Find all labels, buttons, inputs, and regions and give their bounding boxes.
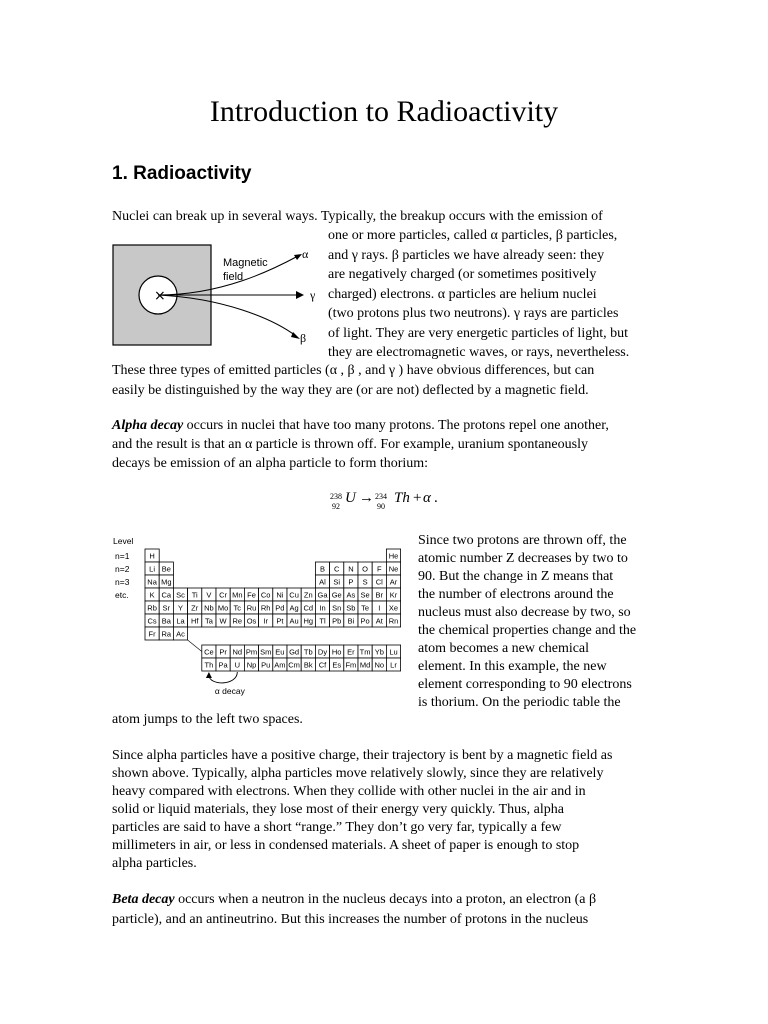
element-symbol: Gd <box>289 647 300 657</box>
beta-label: β <box>300 331 307 345</box>
element-symbol: Te <box>361 603 370 613</box>
uranium-atomic-number: 92 <box>332 502 340 511</box>
element-symbol: Ce <box>204 647 214 657</box>
alpha-symbol: α <box>423 490 431 506</box>
decay-equation <box>330 488 490 516</box>
element-symbol: Fm <box>345 660 357 670</box>
element-symbol: Pd <box>275 603 285 613</box>
element-symbol: Cm <box>288 660 300 670</box>
text-line: the chemical properties change and the <box>418 623 637 638</box>
element-symbol: Ti <box>191 590 198 600</box>
element-symbol: Ta <box>204 616 213 626</box>
text-line: These three types of emitted particles (α , β , and γ ) have obvious differences, but can <box>112 363 595 378</box>
text-line: is thorium. On the periodic table the <box>418 695 621 710</box>
element-symbol: Bi <box>347 616 355 626</box>
element-symbol: H <box>149 551 155 561</box>
element-symbol: Pt <box>276 616 284 626</box>
element-symbol: Nb <box>204 603 214 613</box>
magnetic-label: Magnetic <box>223 257 268 269</box>
text-line: Nuclei can break up in several ways. Typically, the breakup occurs with the emission of <box>112 209 603 224</box>
element-symbol: Md <box>359 660 371 670</box>
element-symbol: Rn <box>388 616 399 626</box>
element-symbol: Eu <box>275 647 285 657</box>
element-symbol: Ar <box>389 577 398 587</box>
text-line: alpha particles. <box>112 856 197 871</box>
element-symbol: Pr <box>219 647 227 657</box>
element-symbol: Dy <box>317 647 328 657</box>
element-symbol: O <box>362 564 369 574</box>
element-symbol: V <box>206 590 212 600</box>
element-symbol: Br <box>375 590 384 600</box>
element-symbol: Kr <box>389 590 398 600</box>
element-symbol: Ba <box>161 616 171 626</box>
element-symbol: As <box>346 590 356 600</box>
element-symbol: Be <box>161 564 171 574</box>
text-line: are negatively charged (or sometimes positively <box>328 267 597 282</box>
text-segment: occurs when a neutron in the nucleus decays into a proton, an electron (a β <box>174 892 597 907</box>
element-symbol: Se <box>360 590 370 600</box>
element-symbol: Hf <box>190 616 199 626</box>
element-symbol: Bk <box>303 660 313 670</box>
element-symbol: K <box>149 590 155 600</box>
text-line: heavy compared with electrons. When they collide with other nuclei in the air and in <box>112 784 586 799</box>
element-symbol: Es <box>332 660 342 670</box>
section-heading: 1. Radioactivity <box>112 163 252 184</box>
level-label: Level <box>113 536 134 546</box>
element-symbol: Mg <box>161 577 172 587</box>
element-symbol: Ra <box>161 629 172 639</box>
element-symbol: Nd <box>232 647 243 657</box>
text-line: element corresponding to 90 electrons <box>418 677 632 692</box>
element-symbol: Li <box>149 564 156 574</box>
element-symbol: Cd <box>303 603 314 613</box>
element-symbol: Hg <box>303 616 314 626</box>
element-symbol: Ir <box>263 616 268 626</box>
text-line: and the result is that an α particle is thrown off. For example, uranium spontaneously <box>112 437 588 452</box>
element-symbol: Pb <box>332 616 342 626</box>
element-symbol: Sc <box>176 590 185 600</box>
text-line: solid or liquid materials, they lose most of their energy very quickly. Thus, alpha <box>112 802 564 817</box>
level-2: n=2 <box>115 564 130 574</box>
element-symbol: At <box>375 616 383 626</box>
element-symbol: Tl <box>319 616 326 626</box>
text-line: atomic number Z decreases by two to <box>418 551 628 566</box>
element-symbol: Cl <box>375 577 383 587</box>
element-symbol: He <box>388 551 399 561</box>
text-line: atom jumps to the left two spaces. <box>112 712 303 727</box>
gamma-label: γ <box>310 288 316 302</box>
element-symbol: Am <box>274 660 286 670</box>
thorium-atomic-number: 90 <box>377 502 385 511</box>
beta-decay-line <box>112 890 596 909</box>
element-symbol: Ne <box>388 564 399 574</box>
alpha-decay-arrowhead <box>206 672 212 678</box>
uranium-symbol: U <box>345 490 356 506</box>
document-title: Introduction to Radioactivity <box>209 95 559 128</box>
element-symbol: Mo <box>217 603 229 613</box>
element-symbol: Ge <box>331 590 342 600</box>
element-symbol: P <box>348 577 354 587</box>
beta-decay-term: Beta decay <box>112 892 175 907</box>
text-line: decays be emission of an alpha particle to form thorium: <box>112 456 429 471</box>
text-line: the number of electrons around the <box>418 587 614 602</box>
element-symbol: Al <box>319 577 326 587</box>
gamma-arrowhead <box>296 291 304 299</box>
element-symbol: Yb <box>374 647 384 657</box>
element-symbol: Co <box>260 590 271 600</box>
text-line: particle), and an antineutrino. But this increases the number of protons in the nucleus <box>112 912 589 927</box>
element-symbol: In <box>319 603 326 613</box>
element-symbol: Sb <box>346 603 356 613</box>
element-symbol: Ga <box>317 590 328 600</box>
element-symbol: Cu <box>289 590 299 600</box>
text-line: Since two protons are thrown off, the <box>418 533 627 548</box>
element-symbol: B <box>319 564 326 574</box>
text-line: easily be distinguished by the way they are (or are not) deflected by a magnetic field. <box>112 383 589 398</box>
field-label: field <box>223 271 244 283</box>
element-symbol: N <box>348 564 354 574</box>
element-symbol: Re <box>232 616 243 626</box>
element-symbol: S <box>362 577 368 587</box>
element-symbol: Sn <box>332 603 342 613</box>
element-symbol: Th <box>204 660 214 670</box>
periodic-table-figure <box>112 530 412 710</box>
element-symbol: Ag <box>289 603 299 613</box>
element-symbol: U <box>234 660 241 670</box>
element-symbol: Cr <box>219 590 228 600</box>
element-symbol: Er <box>347 647 355 657</box>
element-symbol: Mn <box>232 590 243 600</box>
text-line: they are electromagnetic waves, or rays, nevertheless. <box>328 345 630 360</box>
element-symbol: Lr <box>390 660 397 670</box>
element-symbol: W <box>219 616 227 626</box>
element-symbol: No <box>374 660 385 670</box>
alpha-label: α <box>302 247 309 261</box>
element-symbol: Ni <box>276 590 284 600</box>
alpha-decay-label: α decay <box>214 686 245 696</box>
alpha-arrowhead <box>294 254 302 260</box>
thorium-symbol: Th <box>394 490 410 506</box>
element-symbol: Rh <box>260 603 271 613</box>
text-line: charged) electrons. α particles are helium nuclei <box>328 287 597 302</box>
element-symbol: Pm <box>245 647 258 657</box>
element-symbol: Ac <box>176 629 185 639</box>
series-connector <box>188 640 202 652</box>
magnetic-field-figure <box>112 240 324 348</box>
element-symbol: Xe <box>388 603 399 613</box>
element-symbol: Cf <box>318 660 327 670</box>
element-symbol: Sm <box>260 647 272 657</box>
element-symbol: F <box>377 564 382 574</box>
element-symbol: Ru <box>246 603 257 613</box>
element-symbol: Fe <box>247 590 256 600</box>
element-symbol: Pa <box>218 660 228 670</box>
text-line: atom becomes a new chemical <box>418 641 590 656</box>
reaction-arrow: → <box>359 490 374 506</box>
text-line: 90. But the change in Z means that <box>418 569 614 584</box>
level-4: etc. <box>115 590 129 600</box>
text-line: one or more particles, called α particles, β particles, <box>328 228 618 243</box>
text-line: Since alpha particles have a positive charge, their trajectory is bent by a magnetic field as <box>112 748 613 763</box>
text-line: nucleus must also decrease by two, so <box>418 605 631 620</box>
text-line: of light. They are very energetic particles of light, but <box>328 326 628 341</box>
element-symbol: Os <box>246 616 257 626</box>
element-symbol: Lu <box>389 647 398 657</box>
plus-sign: + <box>413 490 422 506</box>
element-symbol: C <box>333 564 340 574</box>
text-line: and γ rays. β particles we have already seen: they <box>328 248 605 263</box>
alpha-decay-arrow <box>209 672 237 683</box>
text-line: millimeters in air, or less in condensed materials. A sheet of paper is enough to stop <box>112 838 580 853</box>
level-3: n=3 <box>115 577 130 587</box>
source-marker: × <box>154 288 166 304</box>
element-symbol: Np <box>246 660 257 670</box>
element-symbol: La <box>176 616 185 626</box>
element-symbol: Tc <box>233 603 242 613</box>
text-line: shown above. Typically, alpha particles move relatively slowly, since they are relatively <box>112 766 604 781</box>
element-symbol: Fr <box>148 629 156 639</box>
element-symbol: Sr <box>162 603 171 613</box>
level-1: n=1 <box>115 551 130 561</box>
element-symbol: Rb <box>147 603 157 613</box>
uranium-mass-number: 238 <box>330 492 342 501</box>
text-segment: occurs in nuclei that have too many protons. The protons repel one another, <box>183 418 609 433</box>
element-symbol: Na <box>147 577 157 587</box>
element-symbol: Y <box>177 603 184 613</box>
element-symbol: Po <box>360 616 370 626</box>
text-line: element. In this example, the new <box>418 659 607 674</box>
equation-period: . <box>434 490 438 506</box>
text-line: (two protons plus two neutrons). γ rays are particles <box>328 306 619 321</box>
element-symbol: Au <box>289 616 299 626</box>
alpha-decay-line <box>112 416 609 435</box>
element-symbol: Si <box>333 577 341 587</box>
element-symbol: Tb <box>303 647 313 657</box>
element-symbol: Zr <box>191 603 199 613</box>
element-symbol: Zn <box>303 590 313 600</box>
element-symbol: Tm <box>359 647 371 657</box>
element-symbol: I <box>378 603 381 613</box>
element-symbol: Pu <box>261 660 271 670</box>
element-symbol: Cs <box>147 616 157 626</box>
element-symbol: Ho <box>331 647 342 657</box>
text-line: particles are said to have a short “range.” They don’t go very far, typically a few <box>112 820 562 835</box>
alpha-decay-term: Alpha decay <box>112 418 184 433</box>
thorium-mass-number: 234 <box>375 492 387 501</box>
element-symbol: Ca <box>161 590 172 600</box>
